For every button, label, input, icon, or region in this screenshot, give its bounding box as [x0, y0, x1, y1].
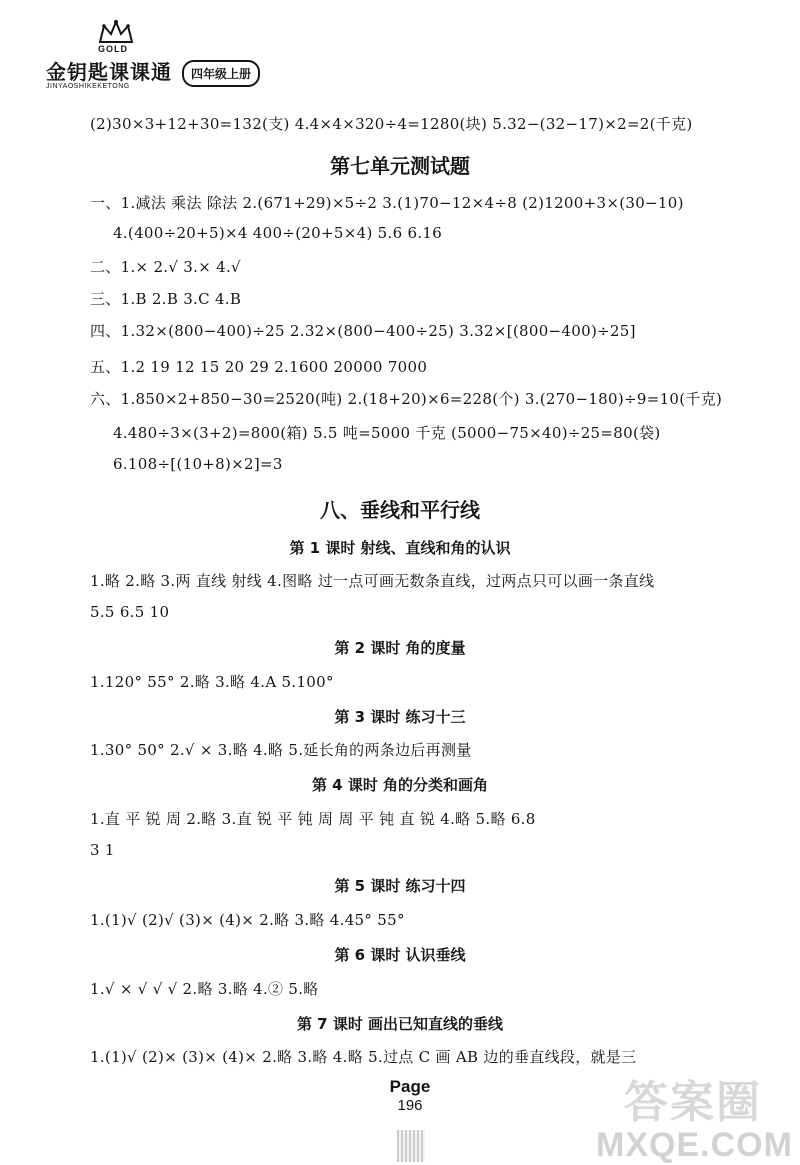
watermark-site: MXQE.COM — [596, 1126, 793, 1164]
lesson-title-6: 第 6 课时 认识垂线 — [334, 946, 466, 964]
answer-line: 五、1.2 19 12 15 20 29 2.1600 20000 7000 — [90, 358, 428, 376]
watermark-logo: 答案圈 — [624, 1077, 762, 1128]
answer-line: 1.30° 50° 2.√ × 3.略 4.略 5.延长角的两条边后再测量 — [90, 741, 472, 759]
lesson-title-5: 第 5 课时 练习十四 — [334, 877, 466, 895]
site-watermark — [596, 1060, 796, 1164]
lesson-title-4: 第 4 课时 角的分类和画角 — [311, 776, 489, 794]
lesson-title-1: 第 1 课时 射线、直线和角的认识 — [289, 539, 511, 557]
grade-badge: 四年级上册 — [182, 60, 260, 87]
answer-line: 二、1.× 2.√ 3.× 4.√ — [90, 258, 241, 276]
answer-line: 3 1 — [90, 841, 115, 859]
brand-title: 金钥匙课课通 — [46, 60, 172, 84]
answer-line: 六、1.850×2+850−30=2520(吨) 2.(18+20)×6=228(个) 3.(270−180)÷9=10(千克) — [90, 390, 723, 408]
answer-line: 6.108÷[(10+8)×2]=3 — [113, 455, 283, 473]
brand-pinyin: JINYAOSHIKEKETONG — [46, 83, 130, 90]
lesson-title-7: 第 7 课时 画出已知直线的垂线 — [296, 1015, 504, 1033]
answer-line: 4.480÷3×(3+2)=800(箱) 5.5 吨=5000 千克 (5000−75×40)÷25=80(袋) — [113, 424, 661, 442]
answer-line: 1.(1)√ (2)√ (3)× (4)× 2.略 3.略 4.45° 55° — [90, 911, 405, 929]
chapter-title-8: 八、垂线和平行线 — [320, 498, 480, 522]
answer-line: 三、1.B 2.B 3.C 4.B — [90, 290, 242, 308]
lesson-title-2: 第 2 课时 角的度量 — [334, 639, 466, 657]
answer-line: 1.√ × √ √ √ 2.略 3.略 4.② 5.略 — [90, 980, 319, 998]
answer-line: 5.5 6.5 10 — [90, 603, 170, 621]
crown-icon — [96, 18, 136, 46]
book-header — [40, 18, 280, 108]
answer-line: 1.120° 55° 2.略 3.略 4.A 5.100° — [90, 673, 334, 691]
answer-line: 一、1.减法 乘法 除法 2.(671+29)×5÷2 3.(1)70−12×4÷8 (2)1200+3×(30−10) — [90, 194, 684, 212]
section-title-unit7: 第七单元测试题 — [330, 154, 470, 178]
answer-line: 四、1.32×(800−400)÷25 2.32×(800−400÷25) 3.32×[(800−400)÷25] — [90, 322, 636, 340]
page-label: Page — [389, 1077, 431, 1096]
answer-line: (2)30×3+12+30=132(支) 4.4×4×320÷4=1280(块) 5.32−(32−17)×2=2(千克) — [90, 115, 693, 133]
lesson-title-3: 第 3 课时 练习十三 — [334, 708, 466, 726]
answer-line: 1.(1)√ (2)× (3)× (4)× 2.略 3.略 4.略 5.过点 C 画 AB 边的垂直线段，就是三 — [90, 1048, 637, 1066]
page-number: 196 — [397, 1097, 423, 1114]
answer-line: 1.直 平 锐 周 2.略 3.直 锐 平 钝 周 周 平 钝 直 锐 4.略 5.略 6.8 — [90, 810, 536, 828]
barcode-icon — [397, 1130, 425, 1162]
gold-label: GOLD — [98, 44, 128, 54]
answer-line: 1.略 2.略 3.两 直线 射线 4.图略 过一点可画无数条直线，过两点只可以画一条直线 — [90, 572, 655, 590]
answer-line: 4.(400÷20+5)×4 400÷(20+5×4) 5.6 6.16 — [113, 224, 443, 242]
